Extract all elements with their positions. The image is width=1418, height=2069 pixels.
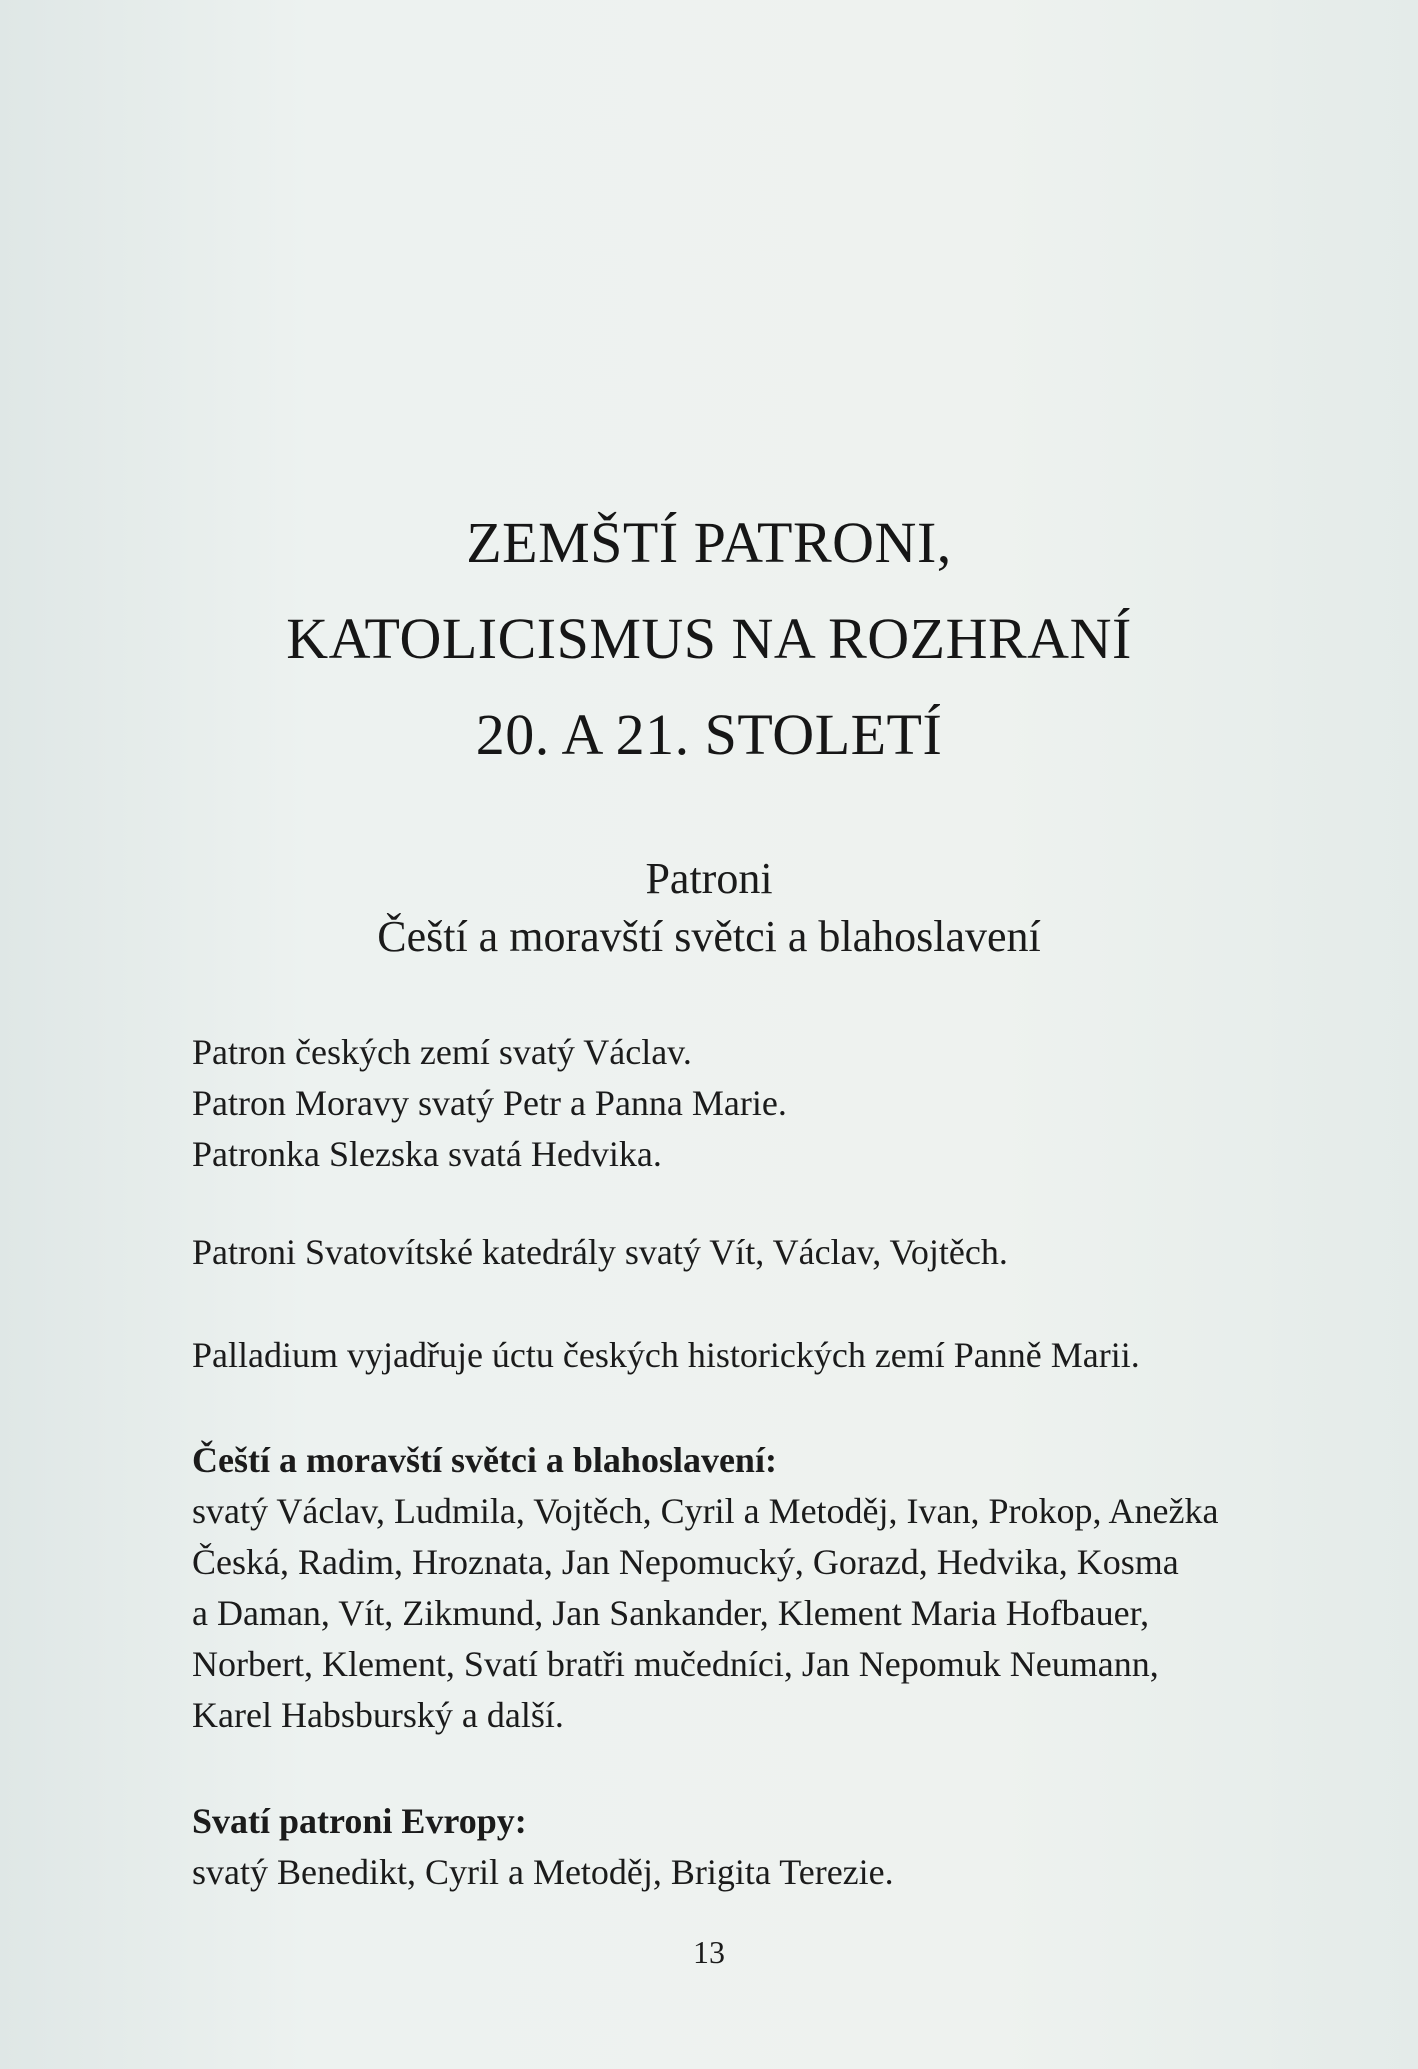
europe-paragraph <box>192 1796 1337 1898</box>
patrons-line-2: Patron Moravy svatý Petr a Panna Marie. <box>192 1083 787 1123</box>
saints-line-1: svatý Václav, Ludmila, Vojtěch, Cyril a Metoděj, Ivan, Prokop, Anežka <box>192 1491 1219 1531</box>
section-subtitle: Čeští a moravští světci a blahoslavení <box>377 912 1041 961</box>
palladium-line: Palladium vyjadřuje úctu českých historických zemí Panně Marii. <box>192 1335 1140 1375</box>
chapter-heading-line-2: KATOLICISMUS NA ROZHRANÍ <box>286 606 1132 671</box>
saints-line-3: a Daman, Vít, Zikmund, Jan Sankander, Klement Maria Hofbauer, <box>192 1593 1150 1633</box>
palladium-paragraph <box>192 1330 1337 1381</box>
patrons-paragraph <box>192 1027 1337 1180</box>
patrons-line-1: Patron českých zemí svatý Václav. <box>192 1032 692 1072</box>
europe-line: svatý Benedikt, Cyril a Metoděj, Brigita Terezie. <box>192 1852 894 1892</box>
saints-line-4: Norbert, Klement, Svatí bratři mučedníci, Jan Nepomuk Neumann, <box>192 1644 1159 1684</box>
cathedral-paragraph <box>192 1227 1337 1278</box>
saints-heading: Čeští a moravští světci a blahoslavení: <box>192 1440 777 1480</box>
cathedral-line: Patroni Svatovítské katedrály svatý Vít, Václav, Vojtěch. <box>192 1232 1008 1272</box>
saints-paragraph <box>192 1435 1337 1741</box>
europe-heading: Svatí patroni Evropy: <box>192 1801 527 1841</box>
saints-line-2: Česká, Radim, Hroznata, Jan Nepomucký, Gorazd, Hedvika, Kosma <box>192 1542 1179 1582</box>
saints-line-5: Karel Habsburský a další. <box>192 1695 564 1735</box>
chapter-heading-line-3: 20. A 21. STOLETÍ <box>475 702 943 767</box>
patrons-line-3: Patronka Slezska svatá Hedvika. <box>192 1134 662 1174</box>
section-title: Patroni <box>645 854 773 903</box>
page-number: 13 <box>693 1934 725 1970</box>
chapter-heading-line-1: ZEMŠTÍ PATRONI, <box>466 510 952 575</box>
chapter-heading <box>0 495 1418 783</box>
section-heading <box>0 850 1418 966</box>
